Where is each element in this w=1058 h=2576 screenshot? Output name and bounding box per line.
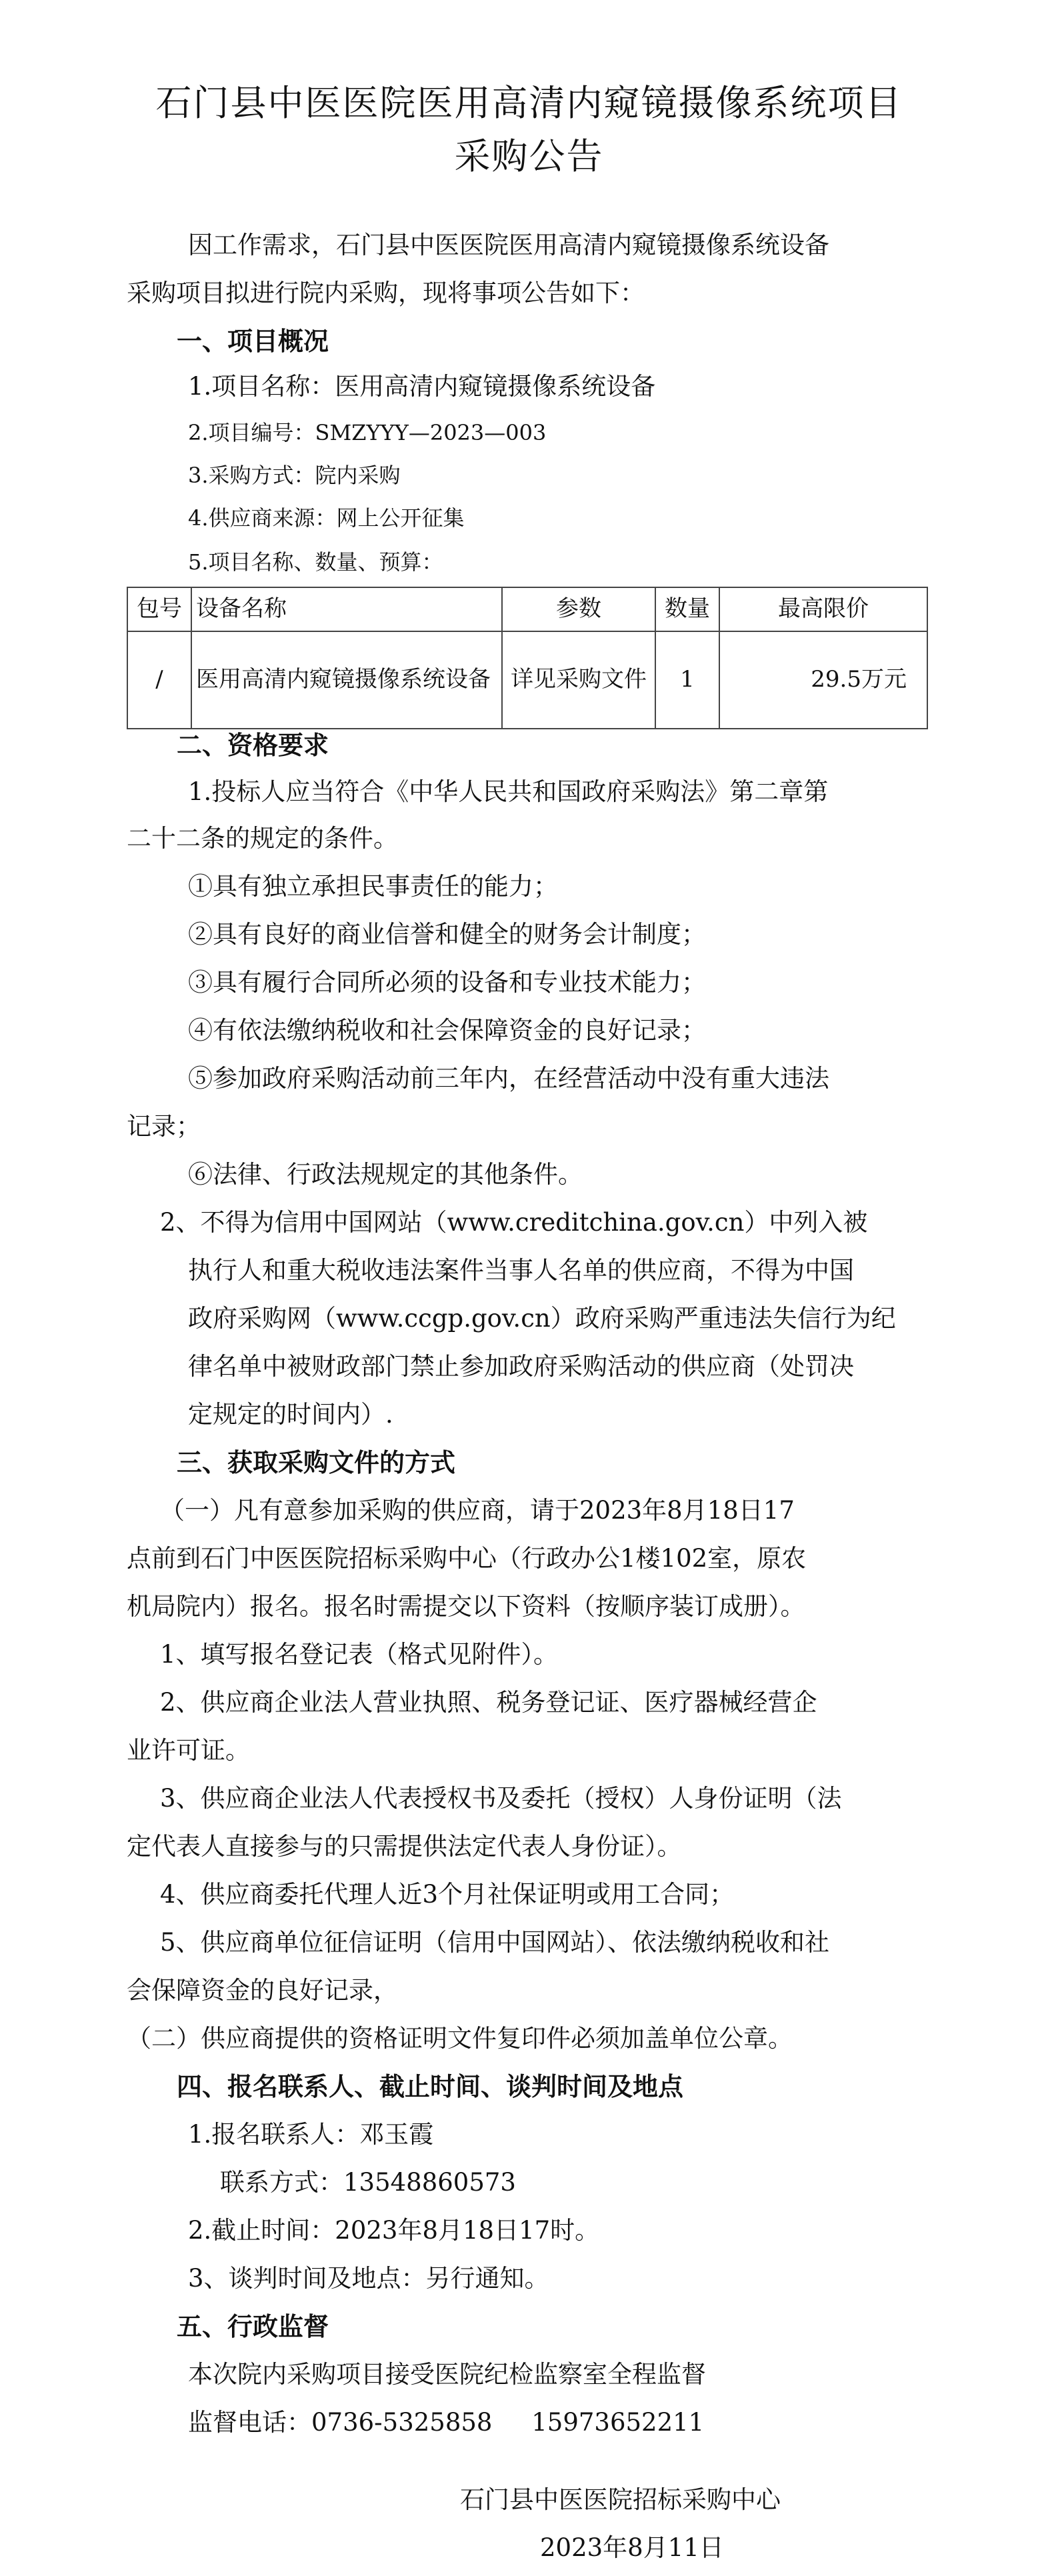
document-title-line2: 采购公告 [454,135,604,177]
qualification-p2-line4: 律名单中被财政部门禁止参加政府采购活动的供应商（处罚决 [188,1352,854,1381]
supervision-phone: 监督电话：0736-5325858 15973652211 [188,2408,705,2437]
items-table [127,587,928,729]
footer-org: 石门县中医医院招标采购中心 [460,2485,781,2514]
cell-device-name: 医用高清内窥镜摄像系统设备 [191,631,502,729]
header-package: 包号 [127,587,191,631]
obtain-item-3-line1: 3、供应商企业法人代表授权书及委托（授权）人身份证明（法 [160,1784,842,1813]
intro-line2: 采购项目拟进行院内采购，现将事项公告如下： [127,279,645,307]
cell-max-price: 29.5万元 [719,631,927,729]
deadline: 2.截止时间：2023年8月18日17时。 [188,2216,600,2245]
condition-4: ④有依法缴纳税收和社会保障资金的良好记录； [188,1016,706,1045]
condition-1: ①具有独立承担民事责任的能力； [188,872,558,901]
section1-heading: 一、项目概况 [177,327,329,356]
table-row [127,631,927,729]
header-max-price: 最高限价 [719,587,927,631]
obtain-p1-line2: 点前到石门中医医院招标采购中心（行政办公1楼102室，原农 [127,1544,807,1573]
obtain-item-5-line2: 会保障资金的良好记录， [127,1976,398,2005]
condition-5-line2: 记录； [127,1112,201,1141]
supplier-source: 4.供应商来源：网上公开征集 [188,505,465,531]
qualification-p1-line2: 二十二条的规定的条件。 [127,824,398,853]
qualification-p2-line5: 定规定的时间内）. [188,1400,393,1429]
cell-quantity: 1 [655,631,719,729]
obtain-item-5-line1: 5、供应商单位征信证明（信用中国网站）、依法缴纳税收和社 [160,1928,830,1957]
qualification-p2-line3: 政府采购网（www.ccgp.gov.cn）政府采购严重违法失信行为纪 [188,1304,896,1333]
project-name: 1.项目名称：医用高清内窥镜摄像系统设备 [188,372,656,401]
section3-heading: 三、获取采购文件的方式 [177,1448,456,1477]
table-header-row [127,587,927,631]
obtain-item-2-line2: 业许可证。 [127,1736,250,1765]
obtain-item-4: 4、供应商委托代理人近3个月社保证明或用工合同； [160,1880,735,1909]
qualification-p1-line1: 1.投标人应当符合《中华人民共和国政府采购法》第二章第 [188,777,829,806]
header-quantity: 数量 [655,587,719,631]
header-params: 参数 [502,587,655,631]
obtain-item-1: 1、填写报名登记表（格式见附件）。 [160,1640,559,1669]
procurement-method: 3.采购方式：院内采购 [188,463,401,488]
qualification-p2-line2: 执行人和重大税收违法案件当事人名单的供应商，不得为中国 [188,1256,854,1285]
header-device-name: 设备名称 [191,587,502,631]
budget-label: 5.项目名称、数量、预算： [188,549,443,575]
cell-package: / [127,631,191,729]
negotiation-time: 3、谈判时间及地点：另行通知。 [188,2264,549,2293]
project-number: 2.项目编号：SMZYYY—2023—003 [188,420,547,445]
obtain-item-3-line2: 定代表人直接参与的只需提供法定代表人身份证）。 [127,1832,682,1861]
footer-date: 2023年8月11日 [540,2533,724,2562]
obtain-p1-line3: 机局院内）报名。报名时需提交以下资料（按顺序装订成册）。 [127,1592,805,1621]
contact-phone: 联系方式：13548860573 [220,2168,516,2197]
condition-3: ③具有履行合同所必须的设备和专业技术能力； [188,968,706,997]
section4-heading: 四、报名联系人、截止时间、谈判时间及地点 [177,2072,684,2101]
obtain-item-2-line1: 2、供应商企业法人营业执照、税务登记证、医疗器械经营企 [160,1688,817,1717]
obtain-p1-line1: （一）凡有意参加采购的供应商，请于2023年8月18日17 [160,1496,795,1525]
supervision-note: 本次院内采购项目接受医院纪检监察室全程监督 [188,2360,706,2389]
cell-params: 详见采购文件 [502,631,655,729]
qualification-p2-line1: 2、不得为信用中国网站（www.creditchina.gov.cn）中列入被 [160,1208,868,1237]
obtain-p2: （二）供应商提供的资格证明文件复印件必须加盖单位公章。 [127,2024,793,2053]
document-title-line1: 石门县中医医院医用高清内窥镜摄像系统项目 [155,82,903,124]
condition-2: ②具有良好的商业信誉和健全的财务会计制度； [188,920,706,949]
contact-person: 1.报名联系人：邓玉霞 [188,2120,434,2149]
intro-line1: 因工作需求，石门县中医医院医用高清内窥镜摄像系统设备 [188,231,829,259]
section5-heading: 五、行政监督 [177,2312,329,2341]
section2-heading: 二、资格要求 [177,731,329,760]
condition-5-line1: ⑤参加政府采购活动前三年内，在经营活动中没有重大违法 [188,1064,829,1093]
condition-6: ⑥法律、行政法规规定的其他条件。 [188,1160,583,1189]
